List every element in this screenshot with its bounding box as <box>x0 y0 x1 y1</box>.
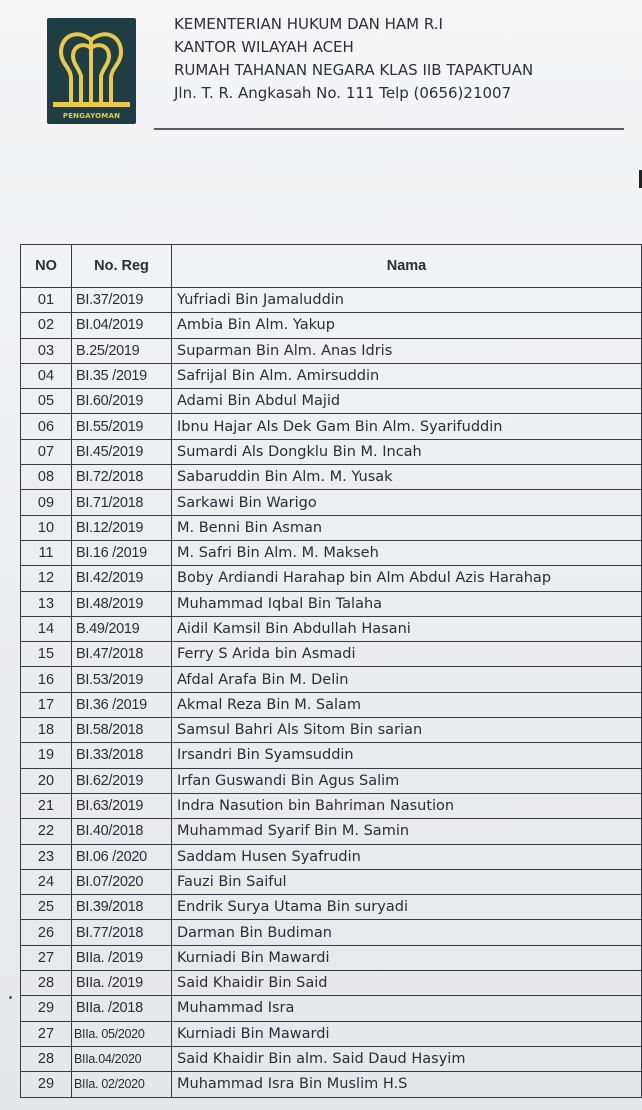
table-row <box>21 920 642 945</box>
cell-nama: Darman Bin Budiman <box>172 920 642 945</box>
cell-reg: BI.55/2019 <box>72 414 172 439</box>
cell-no: 24 <box>21 869 72 894</box>
cell-no: 25 <box>21 895 72 920</box>
table-row <box>21 844 642 869</box>
cell-reg: BI.37/2019 <box>72 288 172 313</box>
table-row <box>21 1021 642 1046</box>
cell-no: 13 <box>21 591 72 616</box>
table-row <box>21 768 642 793</box>
header-reg: No. Reg <box>72 245 172 288</box>
cell-reg: B.49/2019 <box>72 616 172 641</box>
cell-reg: B.25/2019 <box>72 338 172 363</box>
cell-no: 19 <box>21 743 72 768</box>
cell-no: 17 <box>21 692 72 717</box>
table-row <box>21 743 642 768</box>
table-row <box>21 692 642 717</box>
cell-nama: Sumardi Als Dongklu Bin M. Incah <box>172 439 642 464</box>
institution-name: RUMAH TAHANAN NEGARA KLAS IIB TAPAKTUAN <box>174 61 534 79</box>
cell-nama: Kurniadi Bin Mawardi <box>172 945 642 970</box>
cell-no: 05 <box>21 389 72 414</box>
table-row <box>21 642 642 667</box>
cell-nama: Endrik Surya Utama Bin suryadi <box>172 895 642 920</box>
cell-nama: Muhammad Syarif Bin M. Samin <box>172 819 642 844</box>
cell-no: 27 <box>21 1021 72 1046</box>
table-row <box>21 288 642 313</box>
cell-nama: Fauzi Bin Saiful <box>172 869 642 894</box>
address: Jln. T. R. Angkasah No. 111 Telp (0656)21007 <box>174 84 512 102</box>
table-row <box>21 1072 642 1097</box>
cell-nama: Saddam Husen Syafrudin <box>172 844 642 869</box>
cell-reg: BI.71/2018 <box>72 490 172 515</box>
cell-nama: Akmal Reza Bin M. Salam <box>172 692 642 717</box>
cell-nama: Sarkawi Bin Warigo <box>172 490 642 515</box>
cell-reg: BI.07/2020 <box>72 869 172 894</box>
table-row <box>21 313 642 338</box>
cell-no: 16 <box>21 667 72 692</box>
cell-no: 28 <box>21 1046 72 1071</box>
table-row <box>21 515 642 540</box>
tree-emblem-icon <box>47 18 136 124</box>
logo-caption: PENGAYOMAN <box>62 112 121 120</box>
table-row <box>21 363 642 388</box>
cell-no: 21 <box>21 793 72 818</box>
cell-nama: Muhammad Isra Bin Muslim H.S <box>172 1072 642 1097</box>
cell-reg: BI.40/2018 <box>72 819 172 844</box>
cell-reg: BIIa. /2019 <box>72 945 172 970</box>
cell-reg: BI.33/2018 <box>72 743 172 768</box>
cell-no: 15 <box>21 642 72 667</box>
cell-reg: BIIa. /2018 <box>72 996 172 1021</box>
table-row <box>21 793 642 818</box>
cell-nama: Sabaruddin Bin Alm. M. Yusak <box>172 465 642 490</box>
cell-nama: Aidil Kamsil Bin Abdullah Hasani <box>172 616 642 641</box>
cell-nama: Adami Bin Abdul Majid <box>172 389 642 414</box>
cell-reg: BI.63/2019 <box>72 793 172 818</box>
cell-reg: BI.60/2019 <box>72 389 172 414</box>
cell-no: 27 <box>21 945 72 970</box>
cell-reg: BIIa.04/2020 <box>72 1046 172 1071</box>
cell-reg: BI.42/2019 <box>72 566 172 591</box>
cell-reg: BI.06 /2020 <box>72 844 172 869</box>
cell-no: 26 <box>21 920 72 945</box>
cell-no: 06 <box>21 414 72 439</box>
header-no: NO <box>21 245 72 288</box>
cell-reg: BI.47/2018 <box>72 642 172 667</box>
table-row <box>21 869 642 894</box>
cell-no: 08 <box>21 465 72 490</box>
table-row <box>21 566 642 591</box>
cell-no: 28 <box>21 971 72 996</box>
cell-nama: Ibnu Hajar Als Dek Gam Bin Alm. Syarifuddin <box>172 414 642 439</box>
cell-reg: BIIa. 05/2020 <box>72 1021 172 1046</box>
cell-reg: BI.04/2019 <box>72 313 172 338</box>
header-nama: Nama <box>172 245 642 288</box>
table-row <box>21 389 642 414</box>
cell-reg: BI.77/2018 <box>72 920 172 945</box>
cell-reg: BI.39/2018 <box>72 895 172 920</box>
cell-nama: M. Benni Bin Asman <box>172 515 642 540</box>
cell-no: 07 <box>21 439 72 464</box>
cell-reg: BI.53/2019 <box>72 667 172 692</box>
cell-reg: BIIa. /2019 <box>72 971 172 996</box>
cell-nama: Muhammad Isra <box>172 996 642 1021</box>
table-row <box>21 540 642 565</box>
cell-nama: Suparman Bin Alm. Anas Idris <box>172 338 642 363</box>
table-row <box>21 819 642 844</box>
cell-no: 09 <box>21 490 72 515</box>
ministry-name: KEMENTERIAN HUKUM DAN HAM R.I <box>174 15 443 33</box>
table-row <box>21 490 642 515</box>
table-row <box>21 591 642 616</box>
table-row <box>21 465 642 490</box>
cell-no: 29 <box>21 1072 72 1097</box>
table-row <box>21 718 642 743</box>
cell-reg: BI.35 /2019 <box>72 363 172 388</box>
cell-no: 03 <box>21 338 72 363</box>
letterhead <box>174 13 533 105</box>
cell-reg: BIIa. 02/2020 <box>72 1072 172 1097</box>
cell-nama: Samsul Bahri Als Sitom Bin sarian <box>172 718 642 743</box>
cell-no: 02 <box>21 313 72 338</box>
cell-nama: M. Safri Bin Alm. M. Makseh <box>172 540 642 565</box>
cell-reg: BI.16 /2019 <box>72 540 172 565</box>
cell-no: 10 <box>21 515 72 540</box>
cell-reg: BI.62/2019 <box>72 768 172 793</box>
cell-nama: Afdal Arafa Bin M. Delin <box>172 667 642 692</box>
table-row <box>21 338 642 363</box>
cell-nama: Ferry S Arida bin Asmadi <box>172 642 642 667</box>
cell-no: 12 <box>21 566 72 591</box>
cell-reg: BI.12/2019 <box>72 515 172 540</box>
cell-reg: BI.48/2019 <box>72 591 172 616</box>
cell-nama: Said Khaidir Bin Said <box>172 971 642 996</box>
table-row <box>21 1046 642 1071</box>
cell-reg: BI.72/2018 <box>72 465 172 490</box>
regional-office: KANTOR WILAYAH ACEH <box>174 38 354 56</box>
cell-no: 22 <box>21 819 72 844</box>
cell-no: 23 <box>21 844 72 869</box>
cell-no: 01 <box>21 288 72 313</box>
cell-nama: Indra Nasution bin Bahriman Nasution <box>172 793 642 818</box>
table-row <box>21 414 642 439</box>
table-row <box>21 439 642 464</box>
letterhead-divider <box>154 128 624 130</box>
cell-no: 18 <box>21 718 72 743</box>
cell-no: 20 <box>21 768 72 793</box>
cell-nama: Irsandri Bin Syamsuddin <box>172 743 642 768</box>
cell-nama: Said Khaidir Bin alm. Said Daud Hasyim <box>172 1046 642 1071</box>
table-row <box>21 971 642 996</box>
cell-nama: Irfan Guswandi Bin Agus Salim <box>172 768 642 793</box>
margin-dot <box>9 996 12 999</box>
cell-nama: Safrijal Bin Alm. Amirsuddin <box>172 363 642 388</box>
pengayoman-logo <box>47 18 136 124</box>
cell-no: 04 <box>21 363 72 388</box>
table-row <box>21 667 642 692</box>
cell-reg: BI.58/2018 <box>72 718 172 743</box>
cell-nama: Kurniadi Bin Mawardi <box>172 1021 642 1046</box>
cell-nama: Muhammad Iqbal Bin Talaha <box>172 591 642 616</box>
inmate-table <box>20 244 642 1098</box>
table-header-row <box>21 245 642 288</box>
cell-reg: BI.45/2019 <box>72 439 172 464</box>
cell-nama: Boby Ardiandi Harahap bin Alm Abdul Azis Harahap <box>172 566 642 591</box>
cell-no: 14 <box>21 616 72 641</box>
table-row <box>21 945 642 970</box>
cell-nama: Yufriadi Bin Jamaluddin <box>172 288 642 313</box>
cell-nama: Ambia Bin Alm. Yakup <box>172 313 642 338</box>
cell-no: 29 <box>21 996 72 1021</box>
cell-no: 11 <box>21 540 72 565</box>
table-row <box>21 996 642 1021</box>
table-row <box>21 616 642 641</box>
table-row <box>21 895 642 920</box>
cell-reg: BI.36 /2019 <box>72 692 172 717</box>
